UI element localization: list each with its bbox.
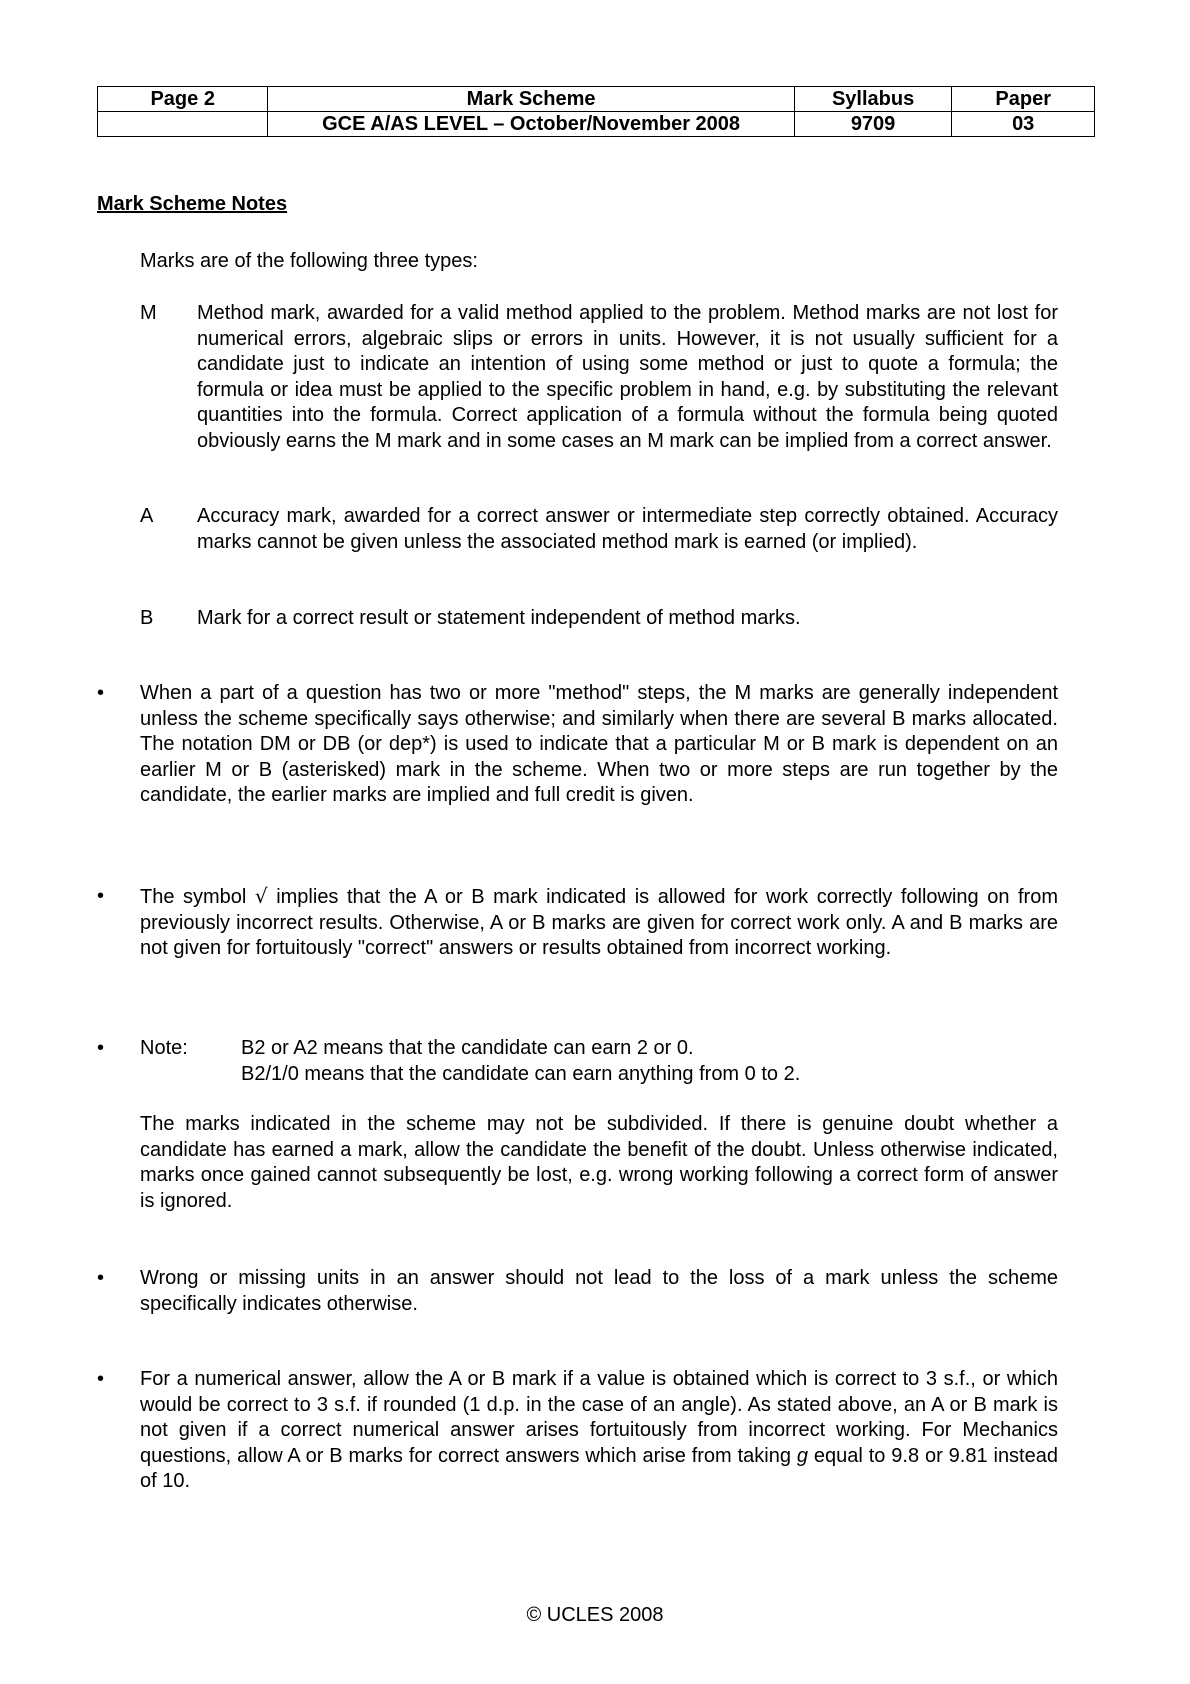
mark-type-description: Method mark, awarded for a valid method applied to the problem. Method marks are not lost for numerical errors, algebraic slips or errors in units. However, it is not usually sufficient for a candidate just to indicate an intention of using some method or just to quote a formula; the formula or idea must be applied to the specific problem in hand, e.g. by substituting the relevant quantities into the formula. Correct application of a formula without the formula being quoted obviously earns the M mark and in some cases an M mark can be implied from a correct answer. (197, 302, 1058, 452)
header-table (97, 86, 1095, 137)
note-line: B2/1/0 means that the candidate can earn anything from 0 to 2. (241, 1062, 801, 1085)
mark-type-letter: A (140, 505, 154, 527)
bullet-text (140, 1367, 1058, 1495)
paper-label-cell: Paper (952, 87, 1095, 112)
symbol-prefix-text: The symbol (140, 886, 255, 908)
exam-title-cell: GCE A/AS LEVEL – October/November 2008 (268, 112, 794, 137)
mark-type-description: Accuracy mark, awarded for a correct answer or intermediate step correctly obtained. Accuracy marks cannot be given unless the associated method mark is earned (or implied). (197, 505, 1058, 553)
intro-text: Marks are of the following three types: (140, 250, 478, 272)
note-line: B2 or A2 means that the candidate can earn 2 or 0. (241, 1037, 694, 1059)
paper-number-cell: 03 (952, 112, 1095, 137)
header-row (98, 87, 1095, 112)
section-title: Mark Scheme Notes (97, 193, 288, 215)
empty-cell (98, 112, 268, 137)
check-symbol-icon: √ (254, 884, 268, 908)
bullet-text: Wrong or missing units in an answer should not lead to the loss of a mark unless the scheme specifically indicates otherwise. (140, 1267, 1058, 1315)
note-lines (241, 1036, 1058, 1087)
bullet-icon: • (97, 1267, 105, 1289)
copyright-footer: © UCLES 2008 (526, 1604, 664, 1626)
syllabus-code-cell: 9709 (794, 112, 952, 137)
mark-type-letter: M (140, 302, 157, 324)
numerical-text-part1: For a numerical answer, allow the A or B mark if a value is obtained which is correct to 3 s.f., or which would be correct to 3 s.f. if rounded (1 d.p. in the case of an angle). As stated above, an A or B mark is not given if a correct numerical answer arises fortuitously from incorrect working. For Mechanics questions, allow A or B marks for correct answers which arise from taking (140, 1368, 1058, 1467)
bullet-icon: • (97, 1037, 105, 1059)
note-label: Note: (140, 1037, 188, 1059)
syllabus-label-cell: Syllabus (794, 87, 952, 112)
mark-type-letter: B (140, 607, 154, 629)
bullet-text (140, 884, 1058, 962)
header-row (98, 112, 1095, 137)
bullet-text: When a part of a question has two or more "method" steps, the M marks are generally independent unless the scheme specifically says otherwise; and similarly when there are several B marks allocated. The notation DM or DB (or dep*) is used to indicate that a particular M or B mark is dependent on an earlier M or B (asterisked) mark in the scheme. When two or more steps are run together by the candidate, the earlier marks are implied and full credit is given. (140, 682, 1058, 806)
mark-type-description: Mark for a correct result or statement independent of method marks. (197, 607, 801, 629)
bullet-icon: • (97, 1368, 105, 1390)
bullet-icon: • (97, 682, 105, 704)
mark-scheme-cell: Mark Scheme (268, 87, 794, 112)
bullet-icon: • (97, 885, 105, 907)
page-number-cell: Page 2 (98, 87, 268, 112)
gravity-symbol: g (796, 1444, 808, 1467)
symbol-rest-text: implies that the A or B mark indicated is allowed for work correctly following on from previously incorrect results. Otherwise, A or B marks are given for correct work only. A and B marks are not given for fortuitously "correct" answers or results obtained from incorrect working. (140, 886, 1058, 959)
numerical-text-part2: equal to 9.8 or 9.81 instead of 10. (140, 1444, 1058, 1492)
subdivision-paragraph: The marks indicated in the scheme may not be subdivided. If there is genuine doubt whether a candidate has earned a mark, allow the candidate the benefit of the doubt. Unless otherwise indicated, marks once gained cannot subsequently be lost, e.g. wrong working following a correct form of answer is ignored. (140, 1113, 1058, 1212)
